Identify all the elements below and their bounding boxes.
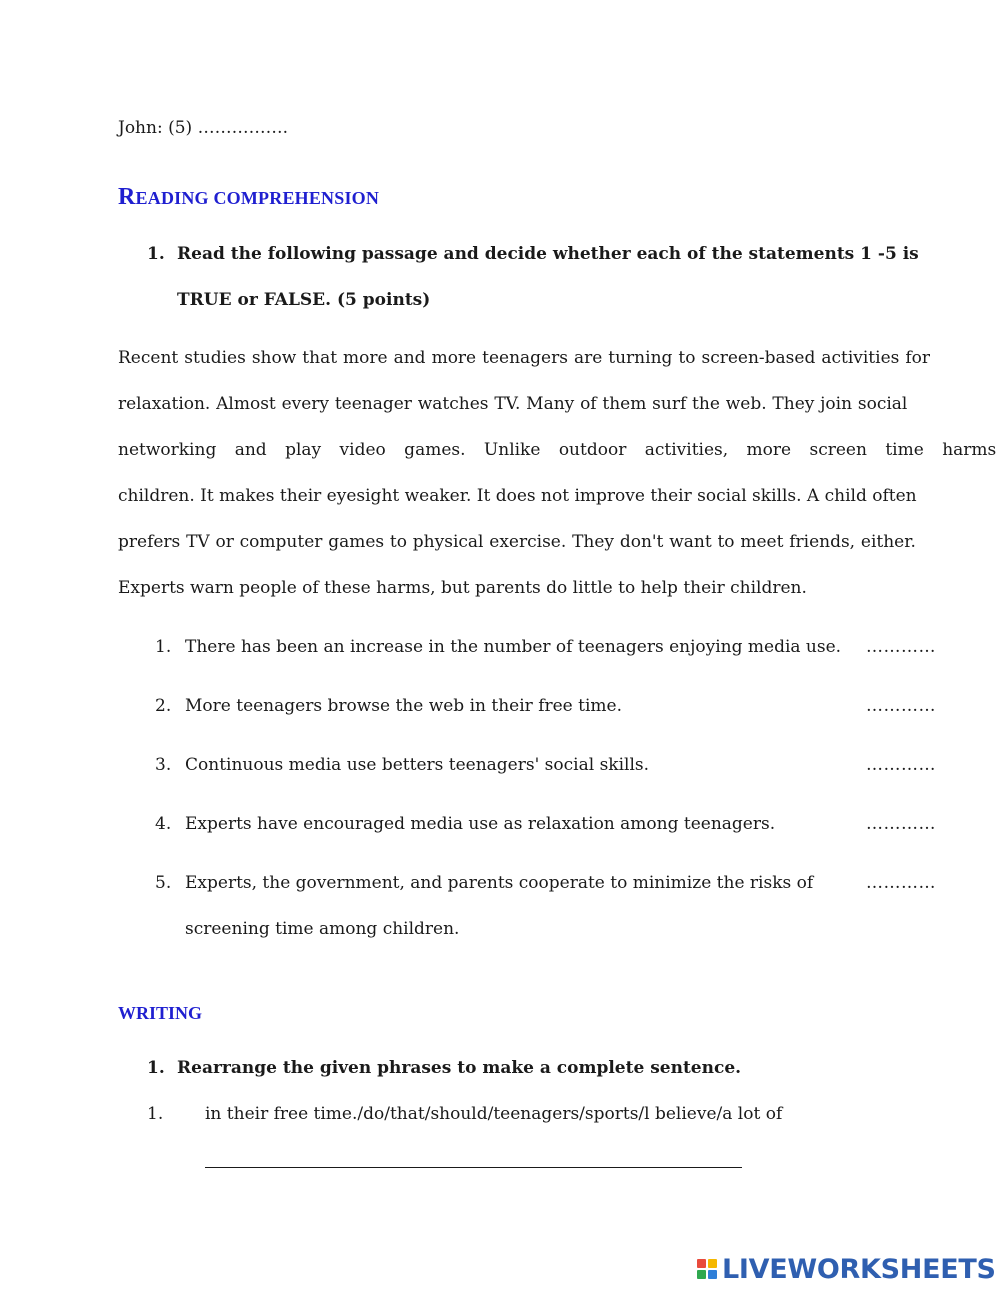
heading-rest: EADING COMPREHENSION: [135, 188, 380, 208]
logo-square-blue: [708, 1270, 717, 1279]
reading-task-line-2: TRUE or FALSE. (5 points): [177, 290, 431, 310]
liveworksheets-logo: [697, 1254, 996, 1284]
statement-4-text: Experts have encouraged media use as relaxation among teenagers.: [185, 814, 776, 834]
reading-task-number: 1.: [147, 244, 165, 264]
passage-line-3: networking and play video games. Unlike outdoor activities, more screen time harms: [118, 440, 997, 460]
statement-2-number: 2.: [155, 696, 172, 716]
statement-3-number: 3.: [155, 755, 172, 775]
logo-square-red: [697, 1259, 706, 1268]
statement-1-number: 1.: [155, 637, 172, 657]
writing-task-number: 1.: [147, 1058, 165, 1078]
statement-5-text-line-1: Experts, the government, and parents cooperate to minimize the risks of: [185, 873, 814, 893]
statement-5-answer-blank[interactable]: …………: [866, 873, 936, 893]
statement-3-text: Continuous media use betters teenagers' social skills.: [185, 755, 650, 775]
passage-line-5: prefers TV or computer games to physical exercise. They don't want to meet friends, either.: [118, 532, 916, 552]
liveworksheets-logo-icon: [697, 1259, 717, 1279]
statement-4-number: 4.: [155, 814, 172, 834]
passage-line-2: relaxation. Almost every teenager watches TV. Many of them surf the web. They join social: [118, 394, 908, 414]
logo-square-green: [697, 1270, 706, 1279]
reading-comprehension-heading: [118, 184, 379, 211]
writing-task-text: Rearrange the given phrases to make a complete sentence.: [177, 1058, 742, 1078]
writing-item-1-answer-line[interactable]: [205, 1167, 742, 1168]
writing-heading: WRITING: [118, 1003, 203, 1023]
dialogue-line-john: John: (5) …………….: [118, 118, 288, 138]
passage-line-1: Recent studies show that more and more teenagers are turning to screen-based activities for: [118, 348, 931, 368]
logo-square-yellow: [708, 1259, 717, 1268]
reading-task-line-1: Read the following passage and decide whether each of the statements 1 -5 is: [177, 244, 919, 264]
statement-5-number: 5.: [155, 873, 172, 893]
statement-2-answer-blank[interactable]: …………: [866, 696, 936, 716]
liveworksheets-logo-text: LIVEWORKSHEETS: [722, 1253, 996, 1285]
statement-3-answer-blank[interactable]: …………: [866, 755, 936, 775]
statement-5-text-line-2: screening time among children.: [185, 919, 460, 939]
heading-initial: R: [118, 184, 136, 210]
statement-1-text: There has been an increase in the number of teenagers enjoying media use.: [185, 637, 842, 657]
writing-item-1-number: 1.: [147, 1104, 164, 1124]
writing-item-1-phrases: in their free time./do/that/should/teenagers/sports/l believe/a lot of: [205, 1104, 783, 1124]
statement-1-answer-blank[interactable]: …………: [866, 637, 936, 657]
statement-2-text: More teenagers browse the web in their free time.: [185, 696, 622, 716]
statement-4-answer-blank[interactable]: …………: [866, 814, 936, 834]
passage-line-6: Experts warn people of these harms, but parents do little to help their children.: [118, 578, 807, 598]
passage-line-4: children. It makes their eyesight weaker. It does not improve their social skills. A child often: [118, 486, 917, 506]
